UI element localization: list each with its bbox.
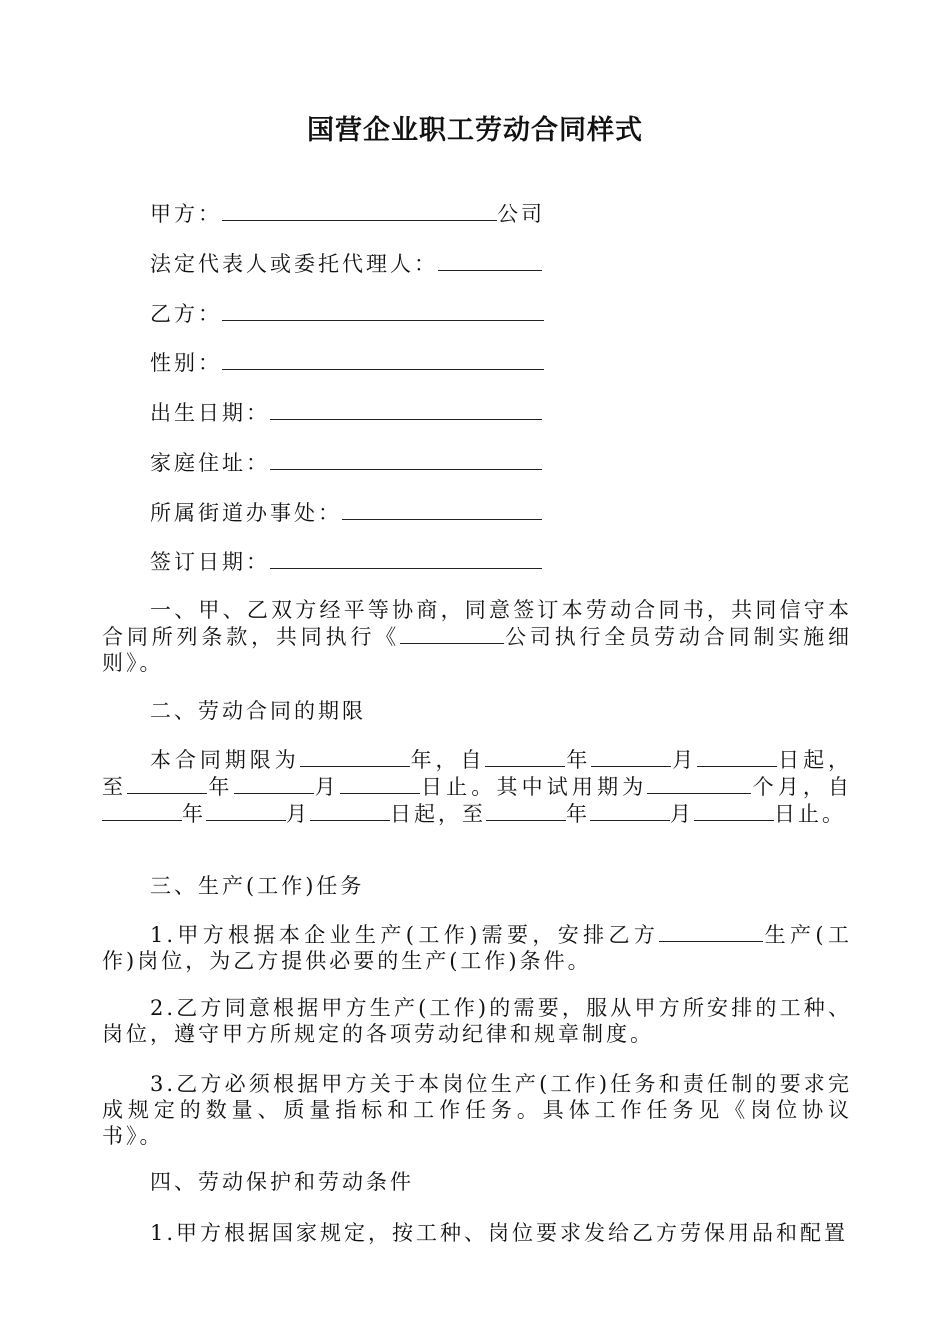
term-text-8: 日止。其中试用期为 xyxy=(419,775,648,799)
party-b-blank[interactable] xyxy=(222,298,544,321)
party-b-label: 乙方： xyxy=(150,302,222,326)
section-4-item-1: 1.甲方根据国家规定，按工种、岗位要求发给乙方劳保用品和配置 xyxy=(150,1221,849,1245)
section-3-item-1-text-b: 生产(工作)岗位，为乙方提供必要的生产(工作)条件。 xyxy=(102,923,852,973)
term-text-1: 本合同期限为 xyxy=(150,748,300,772)
start-day-blank[interactable] xyxy=(697,746,777,767)
legal-rep-line xyxy=(150,248,542,279)
sign-date-line xyxy=(150,546,542,577)
section-2-heading: 二、劳动合同的期限 xyxy=(150,699,366,723)
term-text-7: 月 xyxy=(313,775,340,799)
party-a-blank[interactable] xyxy=(222,198,497,221)
probation-start-day-blank[interactable] xyxy=(310,800,390,821)
party-a-label: 甲方： xyxy=(150,202,222,226)
section-1-text-b: 公司执行全员劳动合同制实施细则》。 xyxy=(102,625,853,675)
party-a-line xyxy=(150,198,545,229)
term-text-14: 月 xyxy=(670,802,694,826)
probation-end-year-blank[interactable] xyxy=(486,800,566,821)
section-3-item-2: 2.乙方同意根据甲方生产(工作)的需要，服从甲方所安排的工种、岗位，遵守甲方所规定的各项劳动纪律和规章制度。 xyxy=(102,996,852,1046)
term-text-3: 年 xyxy=(565,748,592,772)
end-month-blank[interactable] xyxy=(234,773,314,794)
probation-start-month-blank[interactable] xyxy=(206,800,286,821)
document-title: 国营企业职工劳动合同样式 xyxy=(307,115,643,146)
end-day-blank[interactable] xyxy=(340,773,420,794)
job-position-blank[interactable] xyxy=(659,921,763,942)
section-3-item-1 xyxy=(102,921,852,974)
legal-rep-blank[interactable] xyxy=(438,248,542,271)
address-blank[interactable] xyxy=(270,447,542,470)
probation-end-day-blank[interactable] xyxy=(694,800,774,821)
term-text-11: 月 xyxy=(286,802,310,826)
probation-end-month-blank[interactable] xyxy=(590,800,670,821)
party-b-line xyxy=(150,298,544,329)
sign-date-label: 签订日期： xyxy=(150,550,270,574)
birth-date-blank[interactable] xyxy=(270,397,542,420)
term-text-15: 日止。 xyxy=(774,802,846,826)
probation-months-blank[interactable] xyxy=(647,773,751,794)
start-year-blank[interactable] xyxy=(485,746,565,767)
subdistrict-label: 所属街道办事处： xyxy=(150,501,342,525)
subdistrict-line xyxy=(150,497,542,528)
term-text-6: 年 xyxy=(207,775,234,799)
subdistrict-blank[interactable] xyxy=(342,497,542,520)
section-2-paragraph xyxy=(102,746,852,827)
address-line xyxy=(150,447,542,478)
term-text-5: 日起，至 xyxy=(102,748,853,799)
end-year-blank[interactable] xyxy=(127,773,207,794)
gender-blank[interactable] xyxy=(222,347,544,370)
section-1-paragraph xyxy=(102,597,852,676)
term-text-9: 个月，自 xyxy=(751,775,853,799)
term-text-4: 月 xyxy=(671,748,698,772)
gender-label: 性别： xyxy=(150,351,222,375)
probation-start-year-blank[interactable] xyxy=(102,800,182,821)
term-text-12: 日起，至 xyxy=(390,802,486,826)
section-3-item-3: 3.乙方必须根据甲方关于本岗位生产(工作)任务和责任制的要求完成规定的数量、质量指标和工作任务。具体工作任务见《岗位协议书》。 xyxy=(102,1072,852,1148)
sign-date-blank[interactable] xyxy=(270,546,542,569)
birth-date-label: 出生日期： xyxy=(150,401,270,425)
legal-rep-label: 法定代表人或委托代理人： xyxy=(150,252,438,276)
term-years-blank[interactable] xyxy=(300,746,410,767)
birth-date-line xyxy=(150,397,542,428)
address-label: 家庭住址： xyxy=(150,451,270,475)
term-text-10: 年 xyxy=(182,802,206,826)
section-4-heading: 四、劳动保护和劳动条件 xyxy=(150,1170,414,1194)
section-1-text-a: 一、甲、乙双方经平等协商，同意签订本劳动合同书，共同信守本合同所列条款，共同执行《 xyxy=(102,598,852,649)
term-text-2: 年，自 xyxy=(409,748,486,772)
gender-line xyxy=(150,347,544,378)
start-month-blank[interactable] xyxy=(591,746,671,767)
section-3-heading: 三、生产(工作)任务 xyxy=(150,874,365,898)
section-1-company-blank[interactable] xyxy=(400,623,504,644)
term-text-13: 年 xyxy=(566,802,590,826)
party-a-suffix: 公司 xyxy=(497,202,545,226)
section-3-item-1-text-a: 1.甲方根据本企业生产(工作)需要，安排乙方 xyxy=(150,923,660,947)
